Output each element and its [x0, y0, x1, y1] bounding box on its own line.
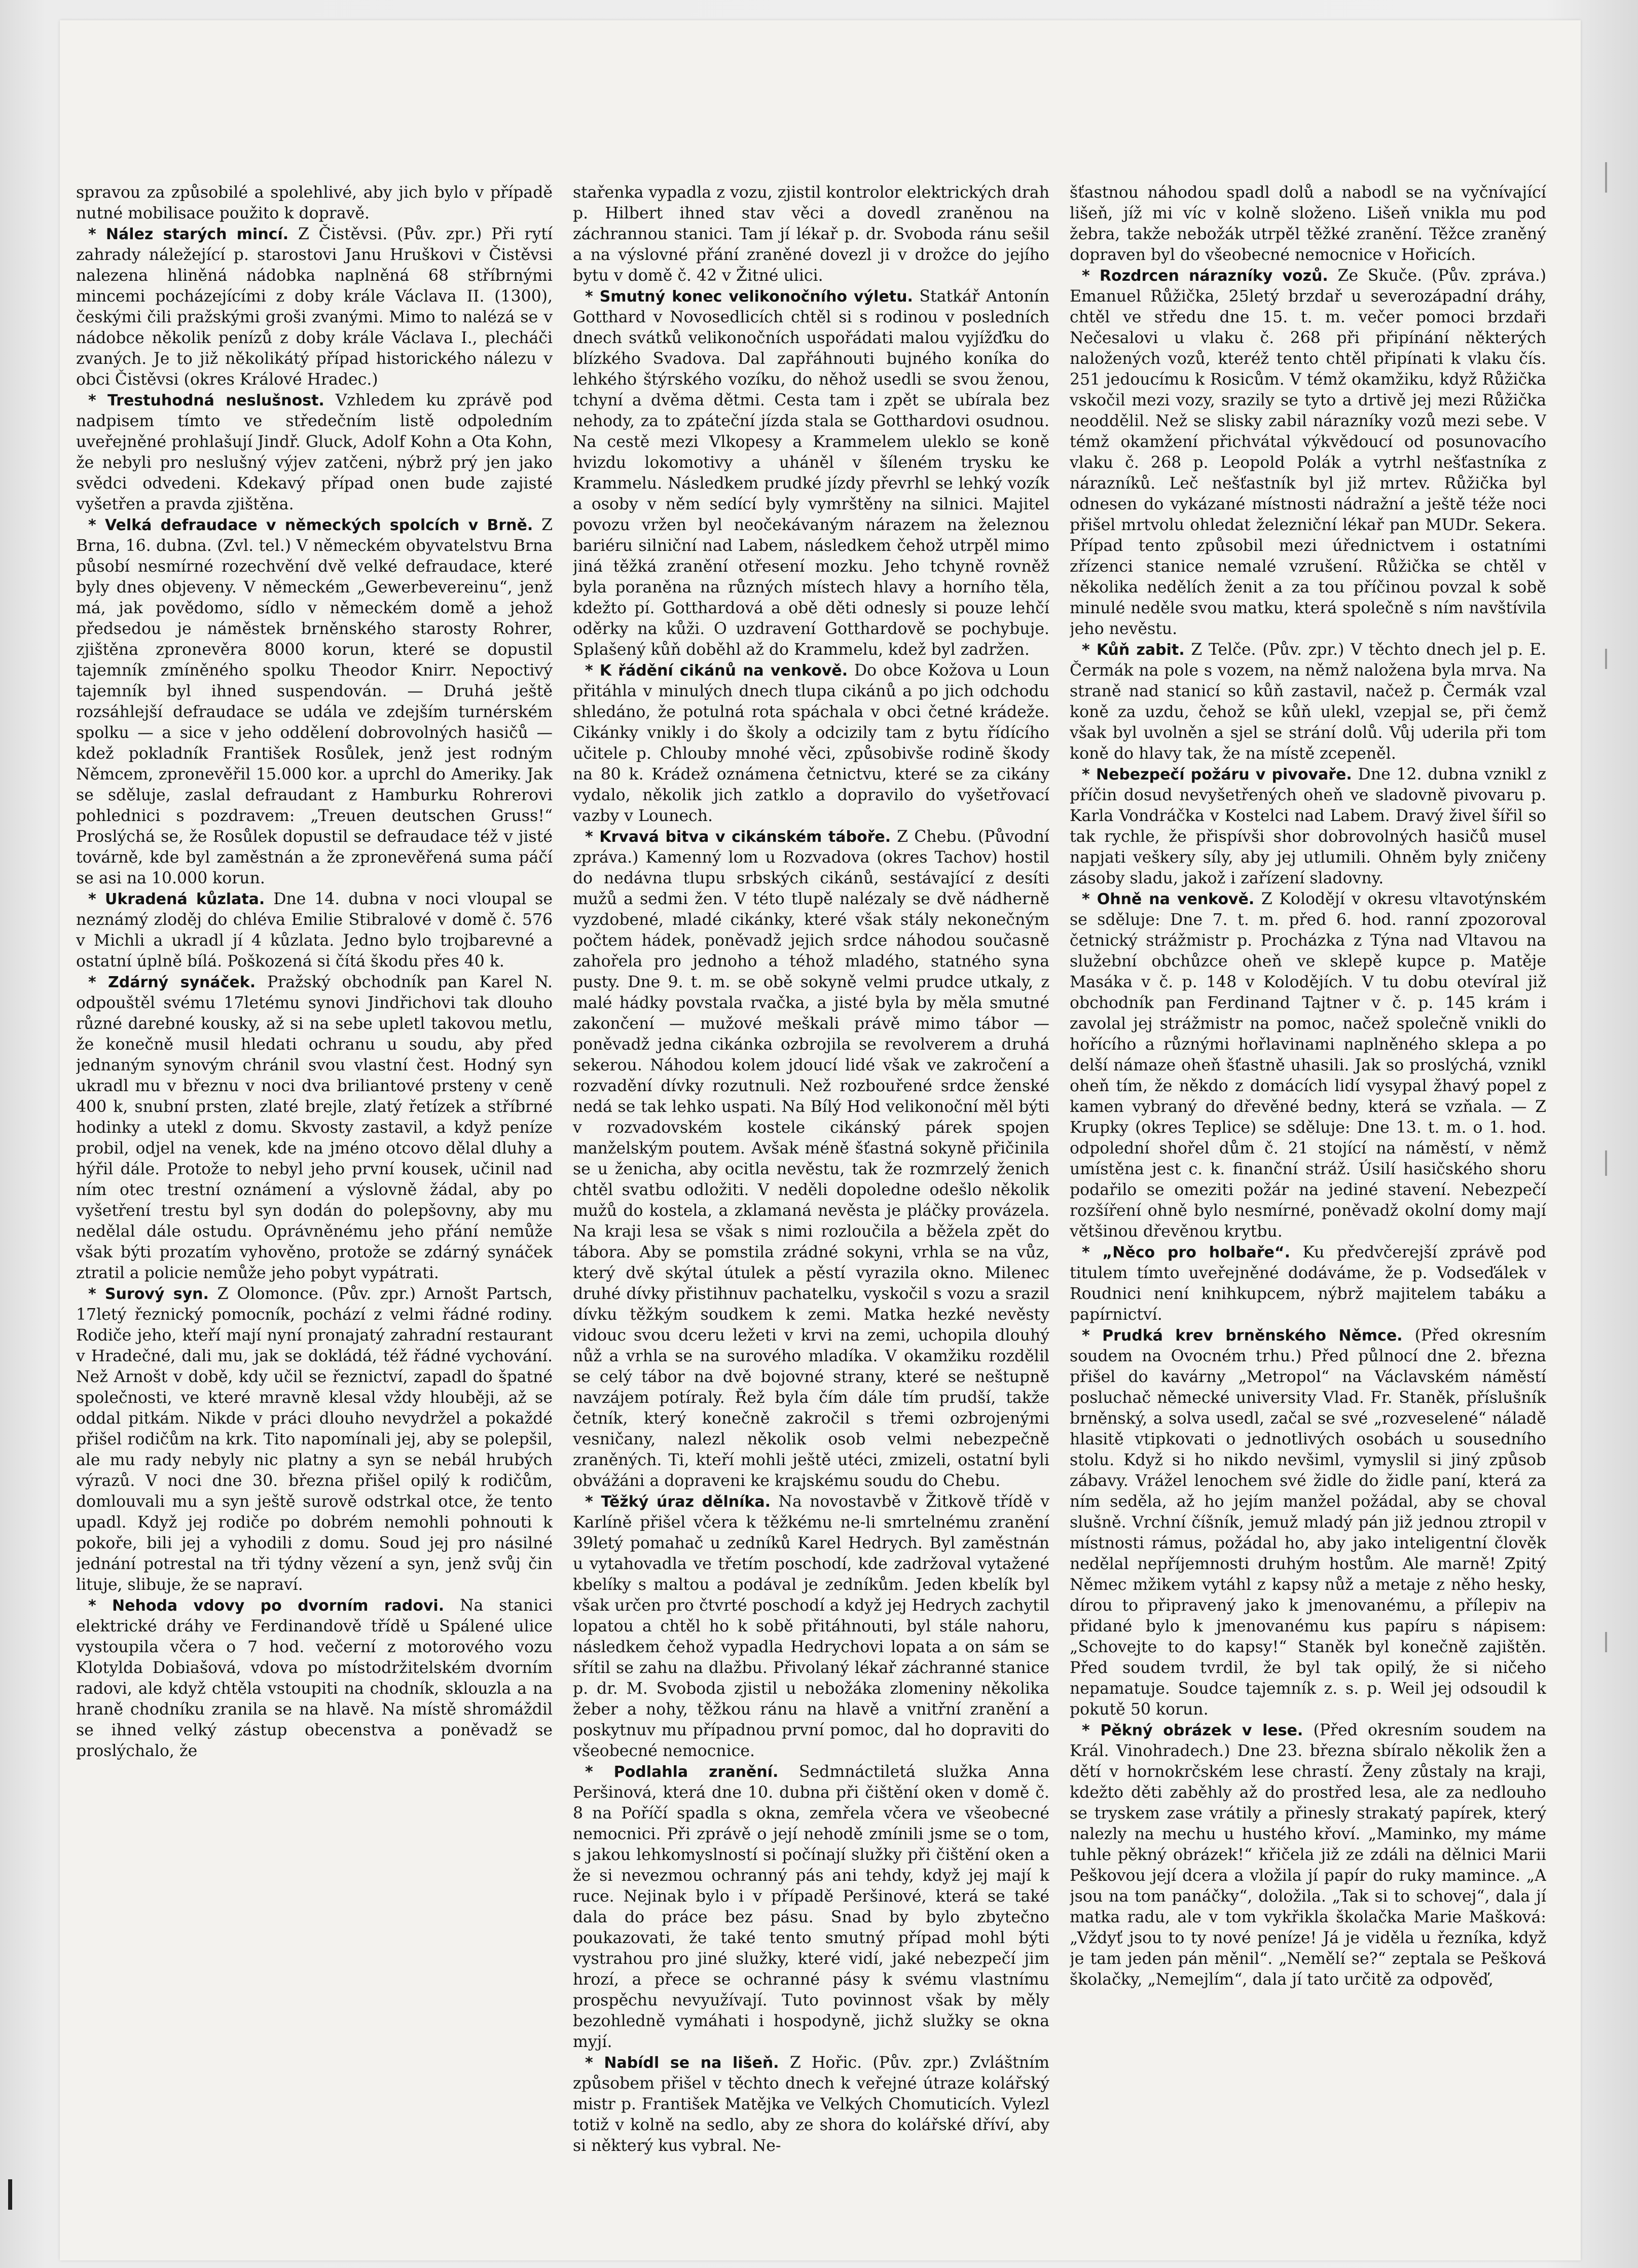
edge-mark [1605, 162, 1607, 193]
article [76, 1595, 553, 1762]
article-text: Ku předvčerejší zprávě pod titulem tímto uveřejněné dodáváme, že p. Vodseďálek v Roudnici není knihkupcem, nýbrž majitelem tabáku a papírnictví. [1070, 1243, 1546, 1324]
article [1070, 1242, 1546, 1325]
article-text: Statkář Antonín Gotthard v Novosedlicích chtěl si s rodinou v posledních dnech svátků velikonočních uspořádati malou vyjížďku do blízkého Svadova. Dal zapřáhnouti bujného koníka do lehkého štýrského vozíku, do něhož usedli se svou ženou, tchyní a dvěma dětmi. Cesta tam i zpět se ubírala bez nehody, za to zpáteční jízda stala se Gotthardovi osudnou. Na cestě mezi Vlkopesy a Krammelem uleklo se koně hvizdu lokomotivy a uháněl v šíleném trysku ke Krammelu. Následkem prudké jízdy převrhl se lehký vozík a osoby v něm sedící byly vymrštěny na silnici. Majitel povozu vržen byl neočekávaným nárazem na železnou bariéru silniční nad Labem, následkem čehož utrpěl mimo jiná těžká zranění otřesení mozku. Jeho tchyně rovněž byla poraněna na různých místech hlavy a horního těla, kdežto pí. Gotthardová a obě děti odnesly si pouze lehčí oděrky na kůži. O uzdravení Gotthardově se pochybuje. Splašený kůň doběhl až do Krammelu, kdež byl zadržen. [573, 287, 1049, 659]
article [1070, 764, 1546, 889]
article-headline: * Velká defraudace v německých spolcích v Brně. [88, 516, 533, 534]
article-headline: * Podlahla zranění. [585, 1763, 779, 1781]
article [573, 286, 1049, 660]
paragraph-text: spravou za způsobilé a spolehlivé, aby jich bylo v případě nutné mobilisace použito k dopravě. [76, 183, 553, 222]
article-headline: * Kůň zabit. [1082, 641, 1185, 659]
article [76, 972, 553, 1284]
article-headline: * Nebezpečí požáru v pivovaře. [1082, 766, 1352, 784]
text-columns [76, 182, 1546, 2225]
article-text: Z Olomonce. (Pův. zpr.) Arnošt Partsch, 17letý řeznický pomocník, pochází z velmi řádné rodiny. Rodiče jeho, kteří mají nyní pronajatý zahradní restaurant v Hradečné, dali mu, jak se dokládá, též řádné vychování. Než Arnošt v době, kdy učil se řeznictví, zapadl do špatné společnosti, ve které mravně klesal vždy hlouběji, až se oddal pitkám. Nikde v práci dlouho nevydržel a pokaždé přišel rodičům na krk. Tito napomínali jej, aby se polepšil, ale mu rady nebyly nic platny a syn se nebál hrubých výrazů. V noci dne 30. března přišel opilý k rodičům, domlouvali mu a syn ještě surově odstrkal otce, že tento upadl. Když jej rodiče po dobrém nemohli pohnouti k pokoře, bili jej a vyhodili z domu. Soud jej pro násilné jednání potrestal na tři týdny vězení a syn, jenž svůj čin lituje, slibuje, že se napraví. [76, 1285, 553, 1594]
article-text: Dne 14. dubna v noci vloupal se neznámý zloděj do chléva Emilie Stibralové v domě č. 576 v Michli a ukradl jí 4 kůzlata. Jedno bylo trojbarevné a ostatní úplně bílá. Poškozená si čítá škodu přes 40 k. [76, 890, 553, 971]
article [573, 2053, 1049, 2157]
article [573, 827, 1049, 1492]
article-headline: * Ohně na venkově. [1082, 890, 1255, 908]
article-headline: * Rozdrcen nárazníky vozů. [1082, 267, 1328, 285]
article-headline: * Nehoda vdovy po dvorním radovi. [88, 1597, 445, 1615]
article-headline: * Nález starých mincí. [88, 226, 289, 243]
column-right [1070, 182, 1546, 2225]
article [1070, 1720, 1546, 1990]
article [76, 1284, 553, 1595]
article-text: Z Telče. (Pův. zpr.) V těchto dnech jel p. E. Čermák na pole s vozem, na němž naložena byla mrva. Na straně nad stanicí so kůň zastavil, načež p. Čermák vzal koně za uzdu, čehož se kůň ulekl, vzepjal se, při čemž však byl uvolněn a sjel se strání dolů. Vůj uderila při tom koně do hlavy tak, že na místě zcepeněl. [1070, 641, 1546, 763]
paragraph [76, 182, 553, 224]
article-text: Na stanici elektrické dráhy ve Ferdinandově třídě u Spálené ulice vystoupila včera o 7 hod. večerní z motorového vozu Klotylda Dobiašová, vdova po místodržitelském dvorním radovi, ale když chtěla vstoupiti na chodník, sklouzla a na hraně chodníku zranila se na hlavě. Na místě shromáždil se ihned velký zástup obecenstva a poněvadž se proslýchalo, že [76, 1596, 553, 1760]
article-headline: * K řádění cikánů na venkově. [585, 662, 848, 680]
article-text: Do obce Kožova u Loun přitáhla v minulých dnech tlupa cikánů a po jich odchodu shledáno, že potulná rota spáchala v obci četné krádeže. Cikánky vnikly i do školy a odcizily tam z bytu řídícího učitele p. Chlouby mnohé věci, způsobivše rodině škody na 80 k. Krádež oznámena četnictvu, které se za cikány vydalo, několik jich zatklo a dopravilo do vyšetřovací vazby v Lounech. [573, 661, 1049, 825]
article-text: Z Kolodějí v okresu vltavotýnském se sděluje: Dne 7. t. m. před 6. hod. ranní zpozoroval četnický strážmistr p. Procházka z Týna nad Vltavou na služební obchůzce oheň ve sklepě kupce p. Matěje Masáka v č. p. 148 v Kolodějích. V tu dobu otevíral již obchodník pan Ferdinand Tajtner v č. p. 145 krám i zavolal jej strážmistr na pomoc, načež společně vnikli do hořícího a různými hořlavinami naplněného sklepa a po delší námaze oheň šťastně uhasili. Jak so proslýchá, vznikl oheň tím, že někdo z domácích lidí vysypal žhavý popel z kamen vybraný do dřevěné bedny, která se vzňala. — Z Krupky (okres Teplice) se sděluje: Dne 13. t. m. o 1. hod. odpolední shořel dům č. 21 stojící na náměstí, v němž umístěna jest c. k. finanční stráž. Úsilí hasičského shoru podařilo se omeziti požár na jediné stavení. Nebezpečí rozšíření ohně bylo nesmírné, poněvadž okolní domy mají většinou dřevěnou krytbu. [1070, 890, 1546, 1241]
article [76, 889, 553, 972]
article-text: Pražský obchodník pan Karel N. odpouštěl svému 17letému synovi Jindřichovi tak dlouho různé darebné kousky, až si na sebe upletl takovou metlu, že konečně musil hledati ochranu u soudu, aby před jednaným synovým chránil svou vlastní čest. Hodný syn ukradl mu v březnu v noci dva briliantové prsteny v ceně 400 k, snubní prsten, zlaté brejle, zlatý řetízek a stříbrné hodinky a utekl z domu. Skvosty zastavil, a když peníze probil, odjel na venek, kde na jméno otcovo dělal dluhy a hýřil dále. Protože to nebyl jeho první kousek, učinil nad ním otec trestní oznámení a výslovně žádal, aby po vyšetření trestu byl syn dodán do polepšovny, aby mu nedělal dále ostudu. Oprávněnému jeho přání nemůže však býti prozatím vyhověno, protože se zdárný synáček ztratil a policie nemůže jeho pobyt vypátrati. [76, 973, 553, 1282]
edge-mark [1605, 649, 1607, 669]
article-text: Z Hořic. (Pův. zpr.) Zvláštním způsobem přišel v těchto dnech k veřejné útraze kolářský mistr p. František Matějka ve Velkých Chomuticích. Vylezl totiž v kolně na sedlo, aby ze shora do kolářské dříví, aby si některý kus vybral. Ne- [573, 2054, 1049, 2155]
article [1070, 266, 1546, 640]
article [1070, 1325, 1546, 1720]
article [573, 1762, 1049, 2053]
article-headline: * Těžký úraz dělníka. [585, 1493, 771, 1511]
article [1070, 889, 1546, 1242]
article-headline: * „Něco pro holbaře“. [1082, 1244, 1290, 1261]
article-headline: * Trestuhodná neslušnost. [88, 392, 324, 410]
article-headline: * Surový syn. [88, 1285, 209, 1303]
paragraph [1070, 182, 1546, 266]
binding-edge [1595, 20, 1625, 2260]
article-text: (Před okresním soudem na Ovocném trhu.) Před půlnocí dne 2. března přišel do kavárny „Metropol“ na Václavském náměstí posluchač německé university Vlad. Fr. Staněk, příslušník brněnský, a solva usedl, začal se své „rozveselené“ náladě hlasitě vtipkovati o jednotlivých osobách u sousedního stolu. Když si ho nikdo nevšiml, vymyslil si jiný způsob zábavy. Vrážel lenochem své židle do židle paní, která za ním seděla, až ho jejím manžel požádal, aby se choval slušně. Vrchní číšník, jemuž mladý pán již jednou ztropil v místnosti rámus, požádal ho, aby jako inteligentní člověk nedělal nepříjemnosti druhým hostům. Ale marně! Zpitý Němec mžikem vytáhl z kapsy nůž a metaje z něho hesky, dírou to připravený jako k jmenovanému, a přílepiv na přidané bylo k jmenovanému kus papíru s nápisem: „Schovejte to do kapsy!“ Staněk byl konečně zajištěn. Před soudem tvrdil, že byl tak opilý, že si ničeho nepamatuje. Soudce tajemník z. s. p. Weil jej odsoudil k pokutě 50 korun. [1070, 1326, 1546, 1719]
article-text: Sedmnáctiletá služka Anna Peršinová, která dne 10. dubna při čištění oken v domě č. 8 na Poříčí spadla s okna, zemřela včera ve všeobecné nemocnici. Při zprávě o její nehodě zmínili jsme se o tom, s jakou lehkomyslností si počínají služky při čištění oken a že si nevezmou ochranný pás ani tehdy, když jej mají k ruce. Nejinak bylo i v případě Peršinové, která se také dala do práce bez pásu. Snad by bylo zbytečno poukazovati, že také tento smutný případ mohl býti vystrahou pro jiné služky, které vidí, jaké nebezpečí jim hrozí, a přece se ochranné pásy k svému vlastnímu prospěchu nevyužívají. Tuto povinnost však by měly bezohledně vymáhati i hospodyně, jichž služky se okna myjí. [573, 1763, 1049, 2051]
article-text: Z Chebu. (Původní zpráva.) Kamenný lom u Rozvadova (okres Tachov) hostil do nedávna tlupu srbských cikánů, sestávající z desíti mužů a sedmi žen. V této tlupě nalézaly se dvě nádherně vyzdobené, mladé cikánky, které však stály nekonečným počtem hádek, poněvadž jejich srdce náhodou současně zahořela pro jednoho a téhož mladého, statného syna pusty. Dne 9. t. m. se obě sokyně velmi prudce utkaly, z malé hádky povstala rvačka, a jisté byla by měla smutné zakončení — mužové meškali právě mimo tábor — poněvadž jedna cikánka ozbrojila se revolverem a druhá sekerou. Náhodou kolem jdoucí lidé však ve zakročení a rozvadění dívky rozutnuli. Než rozbouřené srdce ženské nedá se tak lehko uspati. Na Bílý Hod velikonoční měl býti v rozvadovském kostele cikánský párek spojen manželským poutem. Avšak méně šťastná sokyně přičinila se u ženicha, aby ocitla nevěstu, tak že rozmrzelý ženich chtěl svatbu odložiti. V neděli dopoledne odešlo několik mužů do kostela, a zklamaná nevěsta je pláčky provázela. Na kraji lesa se však s nimi rozloučila a běžela zpět do tábora. Aby se pomstila zrádné sokyni, vrhla se na vůz, který dvě skýtal útulek a pěstí vyrazila okno. Milenec druhé dívky přistihnuv pachatelku, vyskočil s vozu a srazil dívku těžkým soudkem k zemi. Matka hezké nevěsty vidouc svou dceru ležeti v krvi na zemi, uchopila dlouhý nůž a vrhla se na surového mladíka. V okamžiku rozdělil se celý tábor na dvě bojovné strany, které se neštupně navzájem potíraly. Řež byla čím dále tím prudší, takže četník, který konečně zakročil s třemi ozbrojenými vesničany, nalezl několik osob velmi nebezpečně zraněných. Ti, kteří mohli ještě utéci, zmizeli, ostatní byli obvážáni a dopraveni ke krajskému soudu do Chebu. [573, 828, 1049, 1490]
article [76, 515, 553, 889]
article-headline: * Prudká krev brněnského Němce. [1082, 1327, 1403, 1345]
article-text: Vzhledem ku zprávě pod nadpisem tímto ve středečním listě odpoledním uveřejněné prohlašují Jindř. Gluck, Adolf Kohn a Ota Kohn, že nebyli pro neslušný výjev zatčeni, nýbrž prý jen jako svědci odvedeni. Kdekavý případ onen bude zajisté vyšetřen a pravda zjištěna. [76, 391, 553, 513]
article [76, 390, 553, 515]
column-left [76, 182, 553, 2225]
article-text: Z Čistěvsi. (Pův. zpr.) Při rytí zahrady náležející p. starostovi Janu Hruškovi v Čistěvsi nalezena hliněná nádobka naplněná 68 stříbrnými mincemi pocházejícími z doby krále Václava II. (1300), českými čili pražskými groši zvanými. Mimo to nalézá se v nádobce několik penízů z doby krále Václava I., plecháči zvaných. Je to již několikátý případ historického nálezu v obci Čistěvsi (okres Králové Hradec.) [76, 225, 553, 389]
article-text: Z Brna, 16. dubna. (Zvl. tel.) V německém obyvatelstvu Brna působí nesmírné rozechvění dvě velké defraudace, které byly dnes objeveny. V německém „Gewerbevereinu“, jenž má, jak povědomo, sídlo v německém domě a jehož předsedou je náměstek brněnského starosty Rohrer, zjištěna zpronevěra 8000 korun, které se dopustil tajemník zmíněného spolku Theodor Knirr. Nepoctivý tajemník byl ihned suspendován. — Druhá ještě rozsáhlejší defraudace se udála ve zdejším turnérském spolku — a sice v jeho oddělení dobrovolných hasičů — kdež pokladník František Rosůlek, jenž jest rodným Němcem, zpronevěřil 15.000 kor. a uprchl do Ameriky. Jak se sděluje, zaslal defraudant z Hamburku Rohrerovi pohlednici s pozdravem: „Treuen deutschen Gruss!“ Proslýchá se, že Rosůlek dopustil se defraudace též v jisté továrně, kde byl zaměstnán a že zpronevěřená suma páčí se asi na 10.000 korun. [76, 516, 553, 887]
article [573, 660, 1049, 827]
article [76, 224, 553, 390]
scan-margin-mark [8, 2179, 12, 2210]
article-text: Dne 12. dubna vznikl z příčin dosud nevyšetřených oheň ve sladovně pivovaru p. Karla Vondráčka v Kostelci nad Labem. Dravý živel šířil so tak rychle, že přispívši shor dobrovolných hasičů musel napjati veškery síly, aby jej utlumili. Ohněm byly zničeny zásoby sladu, jakož i zařízení sladovny. [1070, 765, 1546, 887]
column-middle [573, 182, 1049, 2225]
article [1070, 640, 1546, 764]
paragraph-text: šťastnou náhodou spadl dolů a nabodl se na vyčnívající lišeň, jíž mi víc v kolně složeno. Lišeň vnikla mu pod žebra, takže nebožák utrpěl těžké zranění. Těžce zraněný dopraven byl do všeobecné nemocnice v Hořicích. [1070, 183, 1546, 264]
edge-mark [1605, 1632, 1607, 1652]
article-headline: * Krvavá bitva v cikánském táboře. [585, 828, 891, 846]
article-text: (Před okresním soudem na Král. Vinohradech.) Dne 23. března sbíralo několik žen a dětí v hornokrčském lese chrastí. Ženy zůstaly na kraji, kdežto děti zaběhly až do prostřed lesa, ale za nedlouho se tryskem zase vrátily a přinesly strakatý papírek, který nalezly na mechu u hustého křoví. „Maminko, my máme tuhle pěkný obrázek!“ křičela již ze zdáli na dělnici Marii Peškovou její dcera a vložila jí papír do ruky mamince. „A jsou na tom panáčky“, doložila. „Tak si to schovej“, dala jí matka radu, ale v tom vykřikla školačka Marie Mašková: „Vždyť jsou to ty nové peníze! Já je viděla u řezníka, když je tam jeden pán měnil“. „Nemělí se?“ zeptala se Pešková školačky, „Nemejlím“, dala jí tato určitě za odpověď, [1070, 1721, 1546, 1989]
edge-mark [1605, 1150, 1607, 1176]
article-headline: * Ukradená kůzlata. [88, 890, 265, 908]
article-headline: * Nabídl se na lišeň. [585, 2054, 779, 2072]
paragraph [573, 182, 1049, 286]
article-text: Ze Skuče. (Pův. zpráva.) Emanuel Růžička, 25letý brzdař u severozápadní dráhy, chtěl ve středu dne 15. t. m. večer pomoci brzdaři Nečesalovi u vlaku č. 268 při připínání některých naložených vozů, kteréž tento chtěl připínati k vlaku čís. 251 jedoucímu k Rosicům. V témž okamžiku, když Růžička vskočil mezi vozy, srazily se tyto a drtivě jej mezi Růžička neoddělil. Než se slisky zabil nárazníky vozů mezi sebe. V témž okamžení přichvátal výkvědoucí od posunovacího vlaku č. 268 p. Leopold Polák a vytrhl nešťastníka z nárazníků. Leč nešťastník byl již mrtev. Růžička byl odnesen do vykázané místnosti nádražní a ještě téže noci přišel mrtvolu ohledat železniční lékař pan MUDr. Sekera. Případ tento způsobil mezi úřednictvem i ostatními zřízenci stanice nemalé vzrušení. Růžička se chtěl v několika nedělích ženit a za tou příčinou povzal k sobě minulé neděle svou matku, která společně s ním navštívila jeho nevěstu. [1070, 267, 1546, 638]
article-headline: * Smutný konec velikonočního výletu. [585, 288, 913, 306]
article-headline: * Pěkný obrázek v lese. [1082, 1722, 1303, 1739]
article-text: Na novostavbě v Žitkově třídě v Karlíně přišel včera k těžkému ne-li smrtelnému zranění 39letý pomahač u zedníků Karel Hedrych. Byl zaměstnán u vytahovadla ve třetím poschodí, kde zadržoval vytažené kbelíky s maltou a podával je zedníkům. Jeden kbelík byl však určen pro čtvrté poschodí a když jej Hedrych zachytil lopatou a chtěl ho k sobě přitáhnouti, byl stále nahoru, následkem čehož vypadla Hedrychovi lopata a on sám se sřítil se zahu na dlažbu. Přivolaný lékař záchranné stanice p. dr. M. Svoboda zjistil u nebožáka zlomeniny několika žeber a nohy, těžkou ránu na hlavě a vnitřní zranění a poskytnuv mu případnou první pomoc, dal ho dopraviti do všeobecné nemocnice. [573, 1493, 1049, 1760]
paragraph-text: stařenka vypadla z vozu, zjistil kontrolor elektrických drah p. Hilbert ihned stav věci a dovedl zraněnou na záchrannou stanici. Tam jí lékař p. dr. Svoboda ránu sešil a na výslovné přání zraněné dovezl ji v drožce do jejího bytu v domě č. 42 v Žitné ulici. [573, 183, 1049, 285]
article-headline: * Zdárný synáček. [88, 974, 256, 991]
article [573, 1492, 1049, 1762]
